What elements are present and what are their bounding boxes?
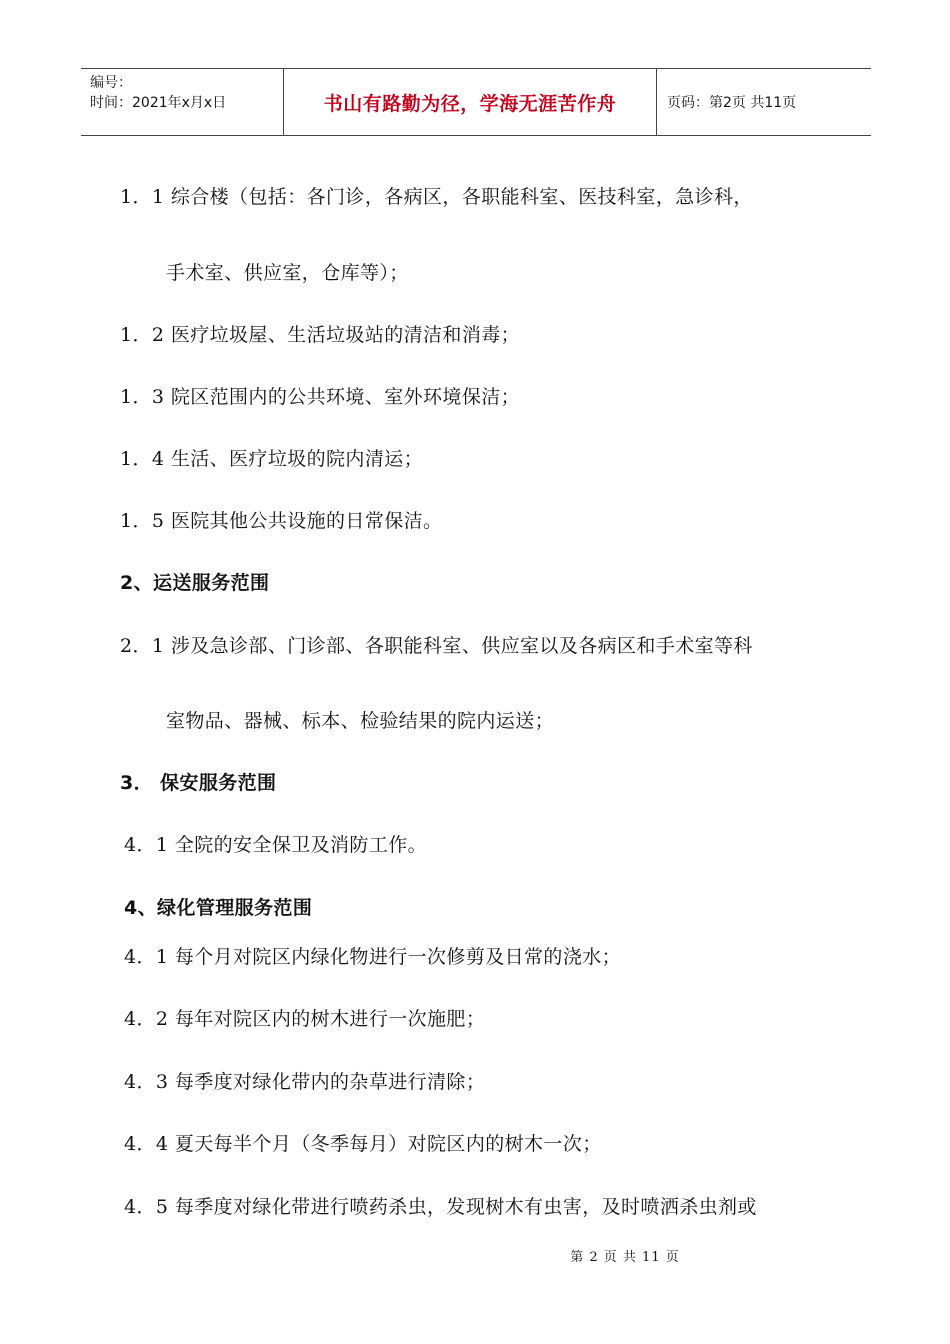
item-2-1: 2．1 涉及急诊部、门诊部、各职能科室、供应室以及各病区和手术室等科: [120, 635, 753, 657]
item-1-3: 1．3 院区范围内的公共环境、室外环境保洁；: [120, 386, 521, 408]
section-heading-4: 4、绿化管理服务范围: [124, 897, 313, 919]
item-4-3: 4．3 每季度对绿化带内的杂草进行清除；: [124, 1071, 486, 1093]
item-1-4: 1．4 生活、医疗垃圾的院内清运；: [120, 448, 424, 470]
item-3-1: 4．1 全院的安全保卫及消防工作。: [124, 834, 428, 856]
time-label: 时间：2021年x月x日: [90, 95, 227, 111]
section-heading-3: 3． 保安服务范围: [120, 772, 277, 794]
item-1-1: 1．1 综合楼（包括：各门诊，各病区，各职能科室、医技科室，急诊科，: [120, 186, 753, 208]
page-footer: 第 2 页 共 11 页: [570, 1250, 680, 1265]
number-label: 编号：: [90, 75, 132, 91]
item-4-4: 4．4 夏天每半个月（冬季每月）对院区内的树木一次；: [124, 1133, 602, 1155]
item-1-1-cont: 手术室、供应室，仓库等）；: [166, 262, 409, 284]
item-4-2: 4．2 每年对院区内的树木进行一次施肥；: [124, 1008, 486, 1030]
header-page-info: 页码：第2页 共11页: [667, 95, 797, 111]
section-heading-2: 2、运送服务范围: [120, 572, 270, 594]
item-2-1-cont: 室物品、器械、标本、检验结果的院内运送；: [166, 710, 555, 732]
header-meta: [81, 69, 284, 135]
item-1-2: 1．2 医疗垃圾屋、生活垃圾站的清洁和消毒；: [120, 324, 521, 346]
page-header: [81, 68, 871, 136]
header-motto: 书山有路勤为径，学海无涯苦作舟: [284, 69, 657, 135]
item-4-1: 4．1 每个月对院区内绿化物进行一次修剪及日常的浇水；: [124, 946, 622, 968]
item-4-5: 4．5 每季度对绿化带进行喷药杀虫，发现树木有虫害，及时喷洒杀虫剂或: [124, 1196, 757, 1218]
item-1-5: 1．5 医院其他公共设施的日常保洁。: [120, 510, 443, 532]
